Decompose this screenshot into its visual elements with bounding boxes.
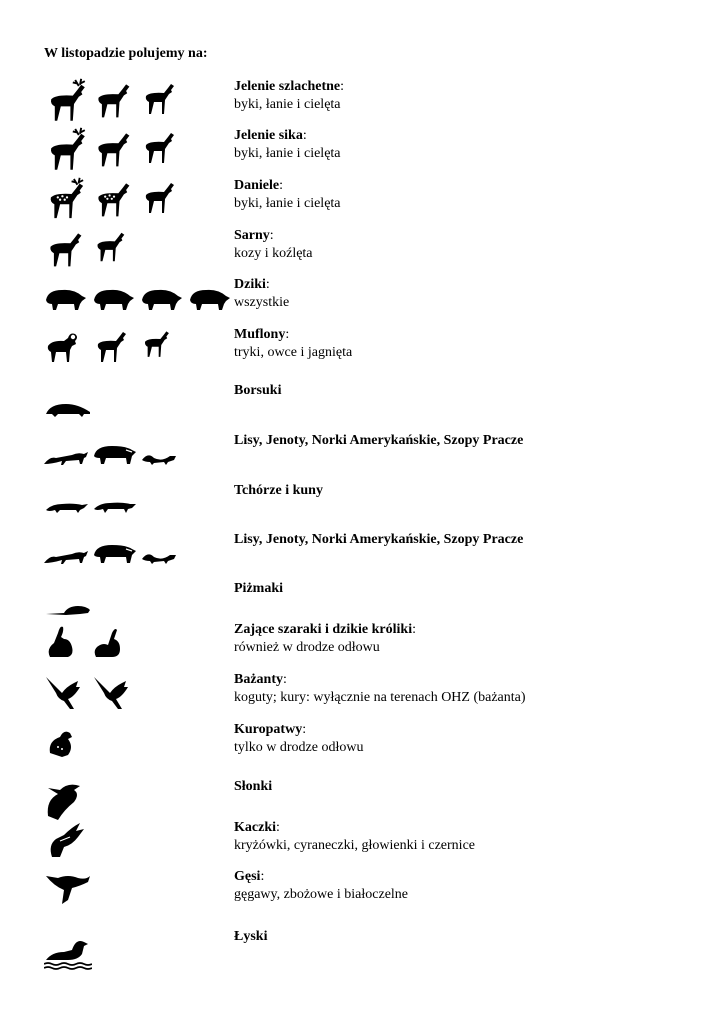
hare-icon — [44, 621, 92, 665]
entry-text — [234, 621, 416, 657]
entry-text — [234, 819, 475, 855]
species-icons — [44, 819, 224, 863]
species-title: Lisy, Jenoty, Norki Amerykańskie, Szopy Pracze — [234, 532, 524, 547]
species-title: Zające szaraki i dzikie króliki — [234, 622, 413, 637]
species-icons — [44, 671, 224, 715]
title-colon: : — [283, 672, 287, 687]
marten-icon — [92, 482, 140, 526]
species-title: Bażanty — [234, 672, 283, 687]
polecat-icon — [44, 482, 92, 526]
species-title: Gęsi — [234, 869, 261, 884]
species-icons — [44, 721, 224, 765]
species-title: Piżmaki — [234, 581, 283, 596]
species-icons — [44, 127, 224, 171]
species-title: Dziki — [234, 277, 266, 292]
duck-icon — [44, 819, 92, 863]
species-icons — [44, 778, 224, 822]
species-detail: byki, łanie i cielęta — [234, 146, 341, 161]
boar-icon — [188, 276, 236, 320]
entry-text — [234, 382, 281, 400]
species-icons — [44, 580, 224, 624]
species-title: Słonki — [234, 779, 273, 794]
title-colon: : — [276, 820, 280, 835]
species-detail: tylko w drodze odłowu — [234, 740, 364, 755]
species-detail: kozy i koźlęta — [234, 246, 313, 261]
badger-icon — [44, 382, 92, 426]
fallow-doe-icon — [92, 177, 140, 221]
rabbit-icon — [92, 621, 140, 665]
species-icons — [44, 928, 224, 972]
entry-text — [234, 721, 363, 757]
title-colon: : — [260, 869, 265, 884]
boar-icon — [92, 276, 140, 320]
roe-doe-icon — [44, 227, 92, 271]
title-colon: : — [269, 228, 274, 243]
entry-text — [234, 276, 289, 312]
species-title: Łyski — [234, 929, 268, 944]
species-detail: tryki, owce i jagnięta — [234, 345, 353, 360]
species-detail: byki, łanie i cielęta — [234, 97, 341, 112]
entry-text — [234, 127, 341, 163]
title-colon: : — [302, 128, 307, 143]
raccoon-dog-icon — [92, 432, 140, 476]
entry-text — [234, 580, 283, 598]
species-title: Jelenie szlachetne — [234, 79, 341, 94]
species-detail: wszystkie — [234, 295, 290, 310]
species-icons — [44, 482, 224, 526]
title-colon: : — [412, 622, 416, 637]
boar-icon — [44, 276, 92, 320]
fox-icon — [44, 432, 92, 476]
partridge-icon — [44, 721, 92, 765]
species-icons — [44, 326, 224, 370]
fox-icon — [44, 531, 92, 575]
species-title: Kaczki — [234, 820, 276, 835]
entry-text — [234, 928, 267, 946]
species-detail: również w drodze odłowu — [234, 640, 380, 655]
species-icons — [44, 78, 224, 122]
entry-text — [234, 177, 341, 213]
species-title: Tchórze i kuny — [234, 483, 323, 498]
entry-text — [234, 326, 352, 362]
coot-icon — [44, 928, 92, 972]
species-title: Jelenie sika — [234, 128, 303, 143]
entry-text — [234, 531, 523, 549]
title-colon: : — [302, 722, 307, 737]
species-title: Borsuki — [234, 383, 282, 398]
species-title: Lisy, Jenoty, Norki Amerykańskie, Szopy Pracze — [234, 433, 524, 448]
boar-icon — [140, 276, 188, 320]
goose-icon — [44, 868, 92, 912]
species-icons — [44, 531, 224, 575]
doe-icon — [92, 127, 140, 171]
entry-text — [234, 868, 408, 904]
species-title: Kuropatwy — [234, 722, 303, 737]
species-detail: koguty; kury: wyłącznie na terenach OHZ (bażanta) — [234, 690, 526, 705]
muskrat-icon — [44, 580, 92, 624]
mink-icon — [140, 531, 188, 575]
calf-icon — [140, 127, 188, 171]
lamb-icon — [140, 326, 188, 370]
pheasant-icon — [44, 671, 92, 715]
ram-icon — [44, 326, 92, 370]
pheasant-icon — [92, 671, 140, 715]
entry-text — [234, 778, 272, 796]
fallow-buck-icon — [44, 177, 92, 221]
entry-text — [234, 482, 323, 500]
entry-text — [234, 227, 313, 263]
stag-icon — [44, 78, 92, 122]
ewe-icon — [92, 326, 140, 370]
species-icons — [44, 276, 224, 320]
page-heading: W listopadzie polujemy na: — [44, 46, 208, 61]
species-title: Sarny — [234, 228, 270, 243]
title-colon: : — [340, 79, 345, 94]
species-icons — [44, 177, 224, 221]
roe-kid-icon — [92, 227, 140, 271]
doe-icon — [92, 78, 140, 122]
species-icons — [44, 621, 224, 665]
entry-text — [234, 78, 344, 114]
species-detail: kryżówki, cyraneczki, głowienki i czernice — [234, 838, 476, 853]
species-icons — [44, 432, 224, 476]
title-colon: : — [285, 327, 290, 342]
species-icons — [44, 227, 224, 271]
title-colon: : — [265, 277, 270, 292]
species-title: Daniele — [234, 178, 280, 193]
stag-icon — [44, 127, 92, 171]
species-title: Muflony — [234, 327, 286, 342]
entry-text — [234, 671, 526, 707]
title-colon: : — [279, 178, 283, 193]
mink-icon — [140, 432, 188, 476]
woodcock-icon — [44, 778, 92, 822]
species-detail: byki, łanie i cielęta — [234, 196, 341, 211]
raccoon-dog-icon — [92, 531, 140, 575]
calf-icon — [140, 78, 188, 122]
species-icons — [44, 382, 224, 426]
fallow-calf-icon — [140, 177, 188, 221]
species-detail: gęgawy, zbożowe i białoczelne — [234, 887, 409, 902]
species-icons — [44, 868, 224, 912]
entry-text — [234, 432, 523, 450]
